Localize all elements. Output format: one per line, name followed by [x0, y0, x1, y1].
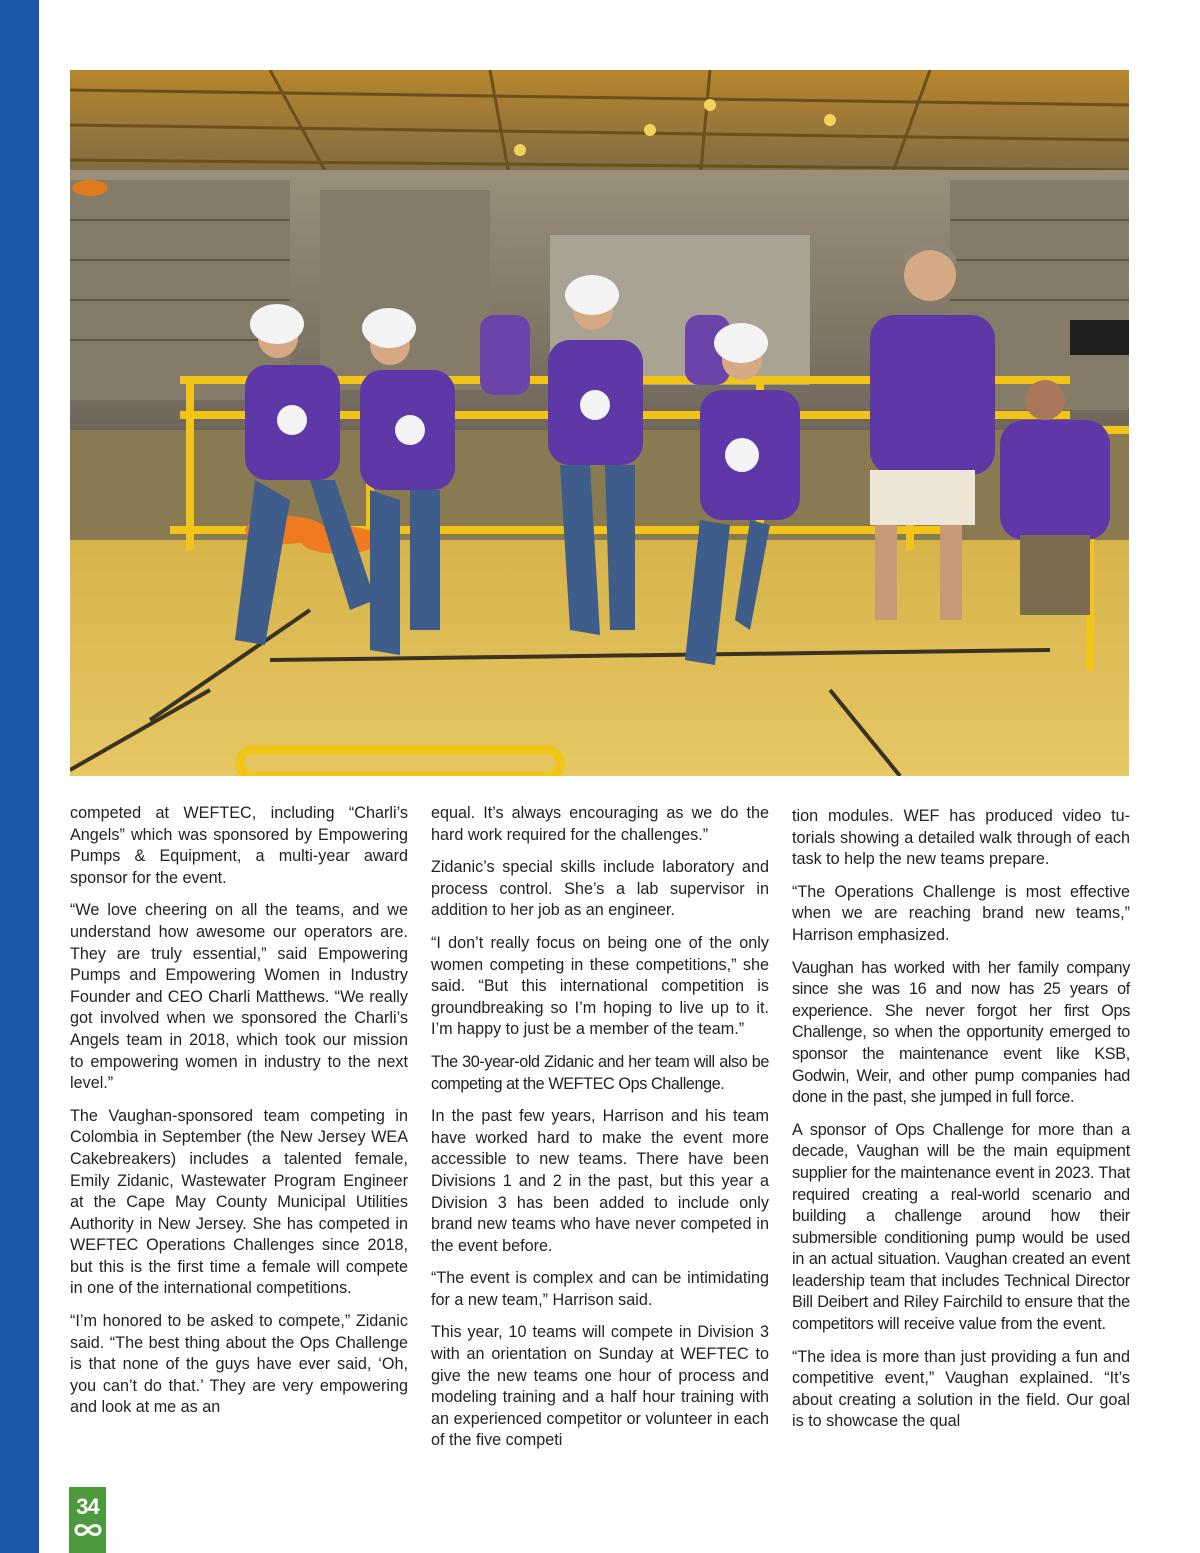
- paragraph: “The event is complex and can be intimidating for a new team,” Harrison said.: [431, 1269, 769, 1309]
- paragraph: “The Operations Challenge is most effective when we are reaching brand new teams,” Harrison emphasized.: [792, 882, 1130, 944]
- ops-challenge-photo: [70, 70, 1129, 776]
- paragraph: equal. It’s always encouraging as we do the hard work required for the challenges.”: [431, 804, 769, 844]
- page-number: 34: [76, 1494, 99, 1519]
- paragraph: competed at WEFTEC, including “Charli’s Angels” which was sponsored by Empowering Pumps & Equipment, a multi-year award sponsor for the event.: [70, 804, 408, 887]
- paragraph: tion modules. WEF has produced video tutorials showing a detailed walk through of each task to help the new teams prepare.: [792, 807, 1130, 869]
- paragraph: The Vaughan-sponsored team competing in Colombia in September (the New Jersey WEA Cakebreakers) includes a talented female, Emily Zidanic, Wastewater Program Engineer at the Cape May County Municipal Utilities Authority in New Jersey. She has competed in WEFTEC Operations Challenges since 2018, but this is the first time a female will compete in one of the international competitions.: [70, 1106, 408, 1298]
- paragraph: A sponsor of Ops Challenge for more than a decade, Vaughan will be the main equipment supplier for the maintenance event in 2023. That required creating a real-world scenario and building a challenge around how their submersible conditioning pump would be used in an actual situation. Vaughan created an event leadership team that includes Technical Director Bill Deibert and Riley Fairchild to ensure that the competitors will receive value from the event.: [792, 1120, 1130, 1334]
- paragraph: Zidanic’s special skills include laboratory and process control. She’s a lab supervisor in addition to her job as an engineer.: [431, 858, 769, 920]
- page-number-badge: [69, 1487, 106, 1553]
- paragraph: “We love cheering on all the teams, and we understand how awesome our operators are. They are truly essential,” said Empowering Pumps and Empowering Women in Industry Founder and CEO Charli Matthews. “We really got involved when we sponsored the Charli’s Angels team in 2018, which took our mission to empowering women in industry to the next level.”: [70, 901, 408, 1093]
- paragraph: “I’m honored to be asked to compete,” Zidanic said. “The best thing about the Ops Challenge is that none of the guys have ever said, ‘Oh, you can’t do that.’ They are very empowering and look at me as an: [70, 1312, 408, 1417]
- article-body: [0, 803, 1200, 1523]
- article-column-1: [70, 803, 408, 1430]
- infinity-icon: [73, 1521, 103, 1539]
- article-column-2: [431, 803, 769, 1463]
- paragraph: “The idea is more than just providing a fun and competitive event,” Vaughan explained. “It’s about creating a solution in the field. Our goal is to showcase the qual: [792, 1347, 1130, 1431]
- article-column-3: [792, 806, 1130, 1444]
- paragraph: This year, 10 teams will compete in Division 3 with an orientation on Sunday at WEFTEC to give the new teams one hour of process and modeling training and a half hour training with an experienced competitor or volunteer in each of the five competi: [431, 1323, 769, 1450]
- event-photo: [70, 70, 1129, 776]
- paragraph: Vaughan has worked with her family company since she was 16 and now has 25 years of experience. She never forgot her first Ops Challenge, so when the opportunity emerged to sponsor the maintenance event like KSB, Godwin, Weir, and other pump companies had done in the past, she jumped in full force.: [792, 958, 1130, 1107]
- paragraph: The 30-year-old Zidanic and her team will also be competing at the WEFTEC Ops Challenge.: [431, 1052, 769, 1093]
- paragraph: In the past few years, Harrison and his team have worked hard to make the event more accessible to new teams. There have been Divisions 1 and 2 in the past, but this year a Division 3 has been added to include only brand new teams who have never competed in the event before.: [431, 1107, 769, 1255]
- paragraph: “I don’t really focus on being one of the only women competing in these competitions,” she said. “But this international competition is groundbreaking so I’m hoping to live up to it. I’m happy to just be a member of the team.”: [431, 933, 769, 1039]
